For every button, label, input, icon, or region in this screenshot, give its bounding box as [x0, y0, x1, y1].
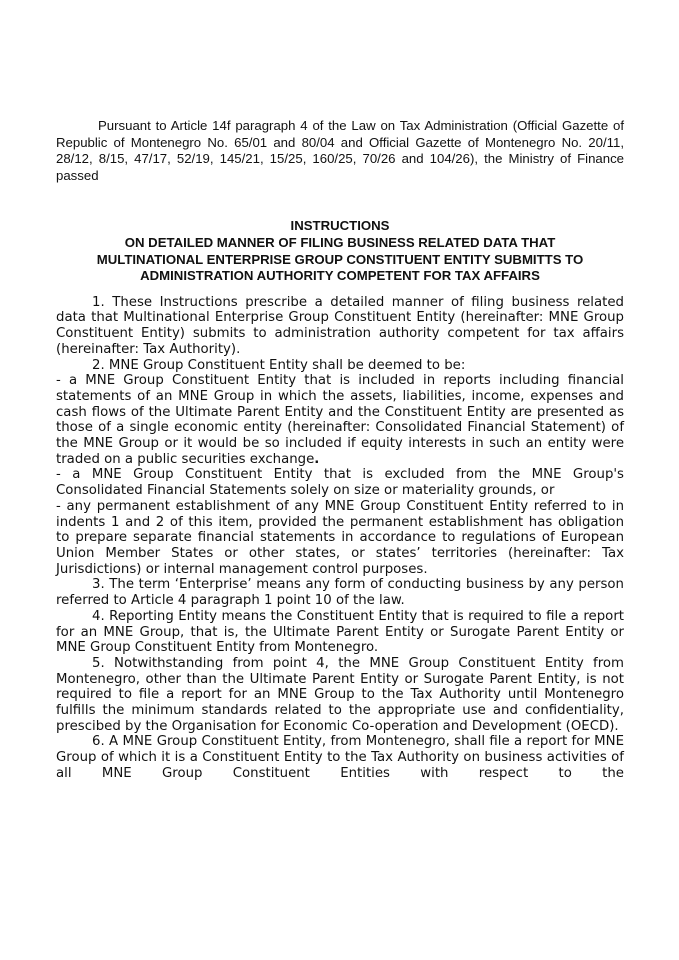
- title-line-2: ON DETAILED MANNER OF FILING BUSINESS RELATED DATA THAT: [124, 234, 556, 250]
- item-3: 3. The term ‘Enterprise’ means any form of conducting business by any person referred to Article 4 paragraph 1 point 10 of the law.: [56, 577, 624, 609]
- item-2-indent-2: - a MNE Group Constituent Entity that is excluded from the MNE Group's Consolidated Financial Statements solely on size or materiality grounds, or: [56, 467, 624, 499]
- item-2-indent-1: [56, 373, 624, 467]
- document-body: [56, 295, 624, 782]
- item-2-indent-1-period: .: [314, 451, 320, 467]
- item-2-indent-3: - any permanent establishment of any MNE Group Constituent Entity referred to in indents 1 and 2 of this item, provided the permanent establishment has obligation to prepare separate financial statements in accordance to regulations of European Union Member States or other states, or states’ territories (hereinafter: Tax Jurisdictions) or internal management control purposes.: [56, 498, 624, 577]
- item-2: 2. MNE Group Constituent Entity shall be deemed to be:: [92, 357, 466, 373]
- title-line-1: INSTRUCTIONS: [290, 218, 390, 234]
- item-6: 6. A MNE Group Constituent Entity, from Montenegro, shall file a report for MNE Group of which it is a Constituent Entity to the Tax Authority on business activities of all MNE Group Constituent Entities with respect to the: [56, 734, 624, 781]
- document-page: [56, 118, 624, 782]
- title-line-4: ADMINISTRATION AUTHORITY COMPETENT FOR TAX AFFAIRS: [140, 268, 540, 284]
- item-4: 4. Reporting Entity means the Constituent Entity that is required to file a report for an MNE Group, that is, the Ultimate Parent Entity or Surogate Parent Entity or MNE Group Constituent Entity from Montenegro.: [56, 608, 624, 656]
- item-5: 5. Notwithstanding from point 4, the MNE Group Constituent Entity from Montenegro, other than the Ultimate Parent Entity or Surogate Parent Entity, is not required to file a report for an MNE Group to the Tax Authority until Montenegro fulfills the minimum standards related to the appropriate use and confidentiality, prescibed by the Organisation for Economic Co-operation and Development (OECD).: [56, 655, 624, 734]
- title-line-3: MULTINATIONAL ENTERPRISE GROUP CONSTITUENT ENTITY SUBMITTS TO: [96, 251, 584, 267]
- item-1: 1. These Instructions prescribe a detailed manner of filing business related data that Multinational Enterprise Group Constituent Entity (hereinafter: MNE Group Constituent Entity) submits to administration authority competent for tax affairs (hereinafter: Tax Authority).: [56, 294, 624, 357]
- item-2-indent-1-text: - a MNE Group Constituent Entity that is included in reports including financial statements of an MNE Group in which the assets, liabilities, income, expenses and cash flows of the Ultimate Parent Entity and the Constituent Entity are presented as those of a single economic entity (hereinafter: Consolidated Financial Statement) of the MNE Group or it would be so included if equity interests in such an entity were traded on a public securities exchange: [56, 373, 624, 467]
- document-title: [56, 218, 624, 284]
- preamble-paragraph: Pursuant to Article 14f paragraph 4 of the Law on Tax Administration (Official Gazette of Republic of Montenegro No. 65/01 and 80/04 and Official Gazette of Montenegro No. 20/11, 28/12, 8/15, 47/17, 52/19, 145/21, 15/25, 160/25, 70/26 and 104/26), the Ministry of Finance passed: [56, 118, 624, 183]
